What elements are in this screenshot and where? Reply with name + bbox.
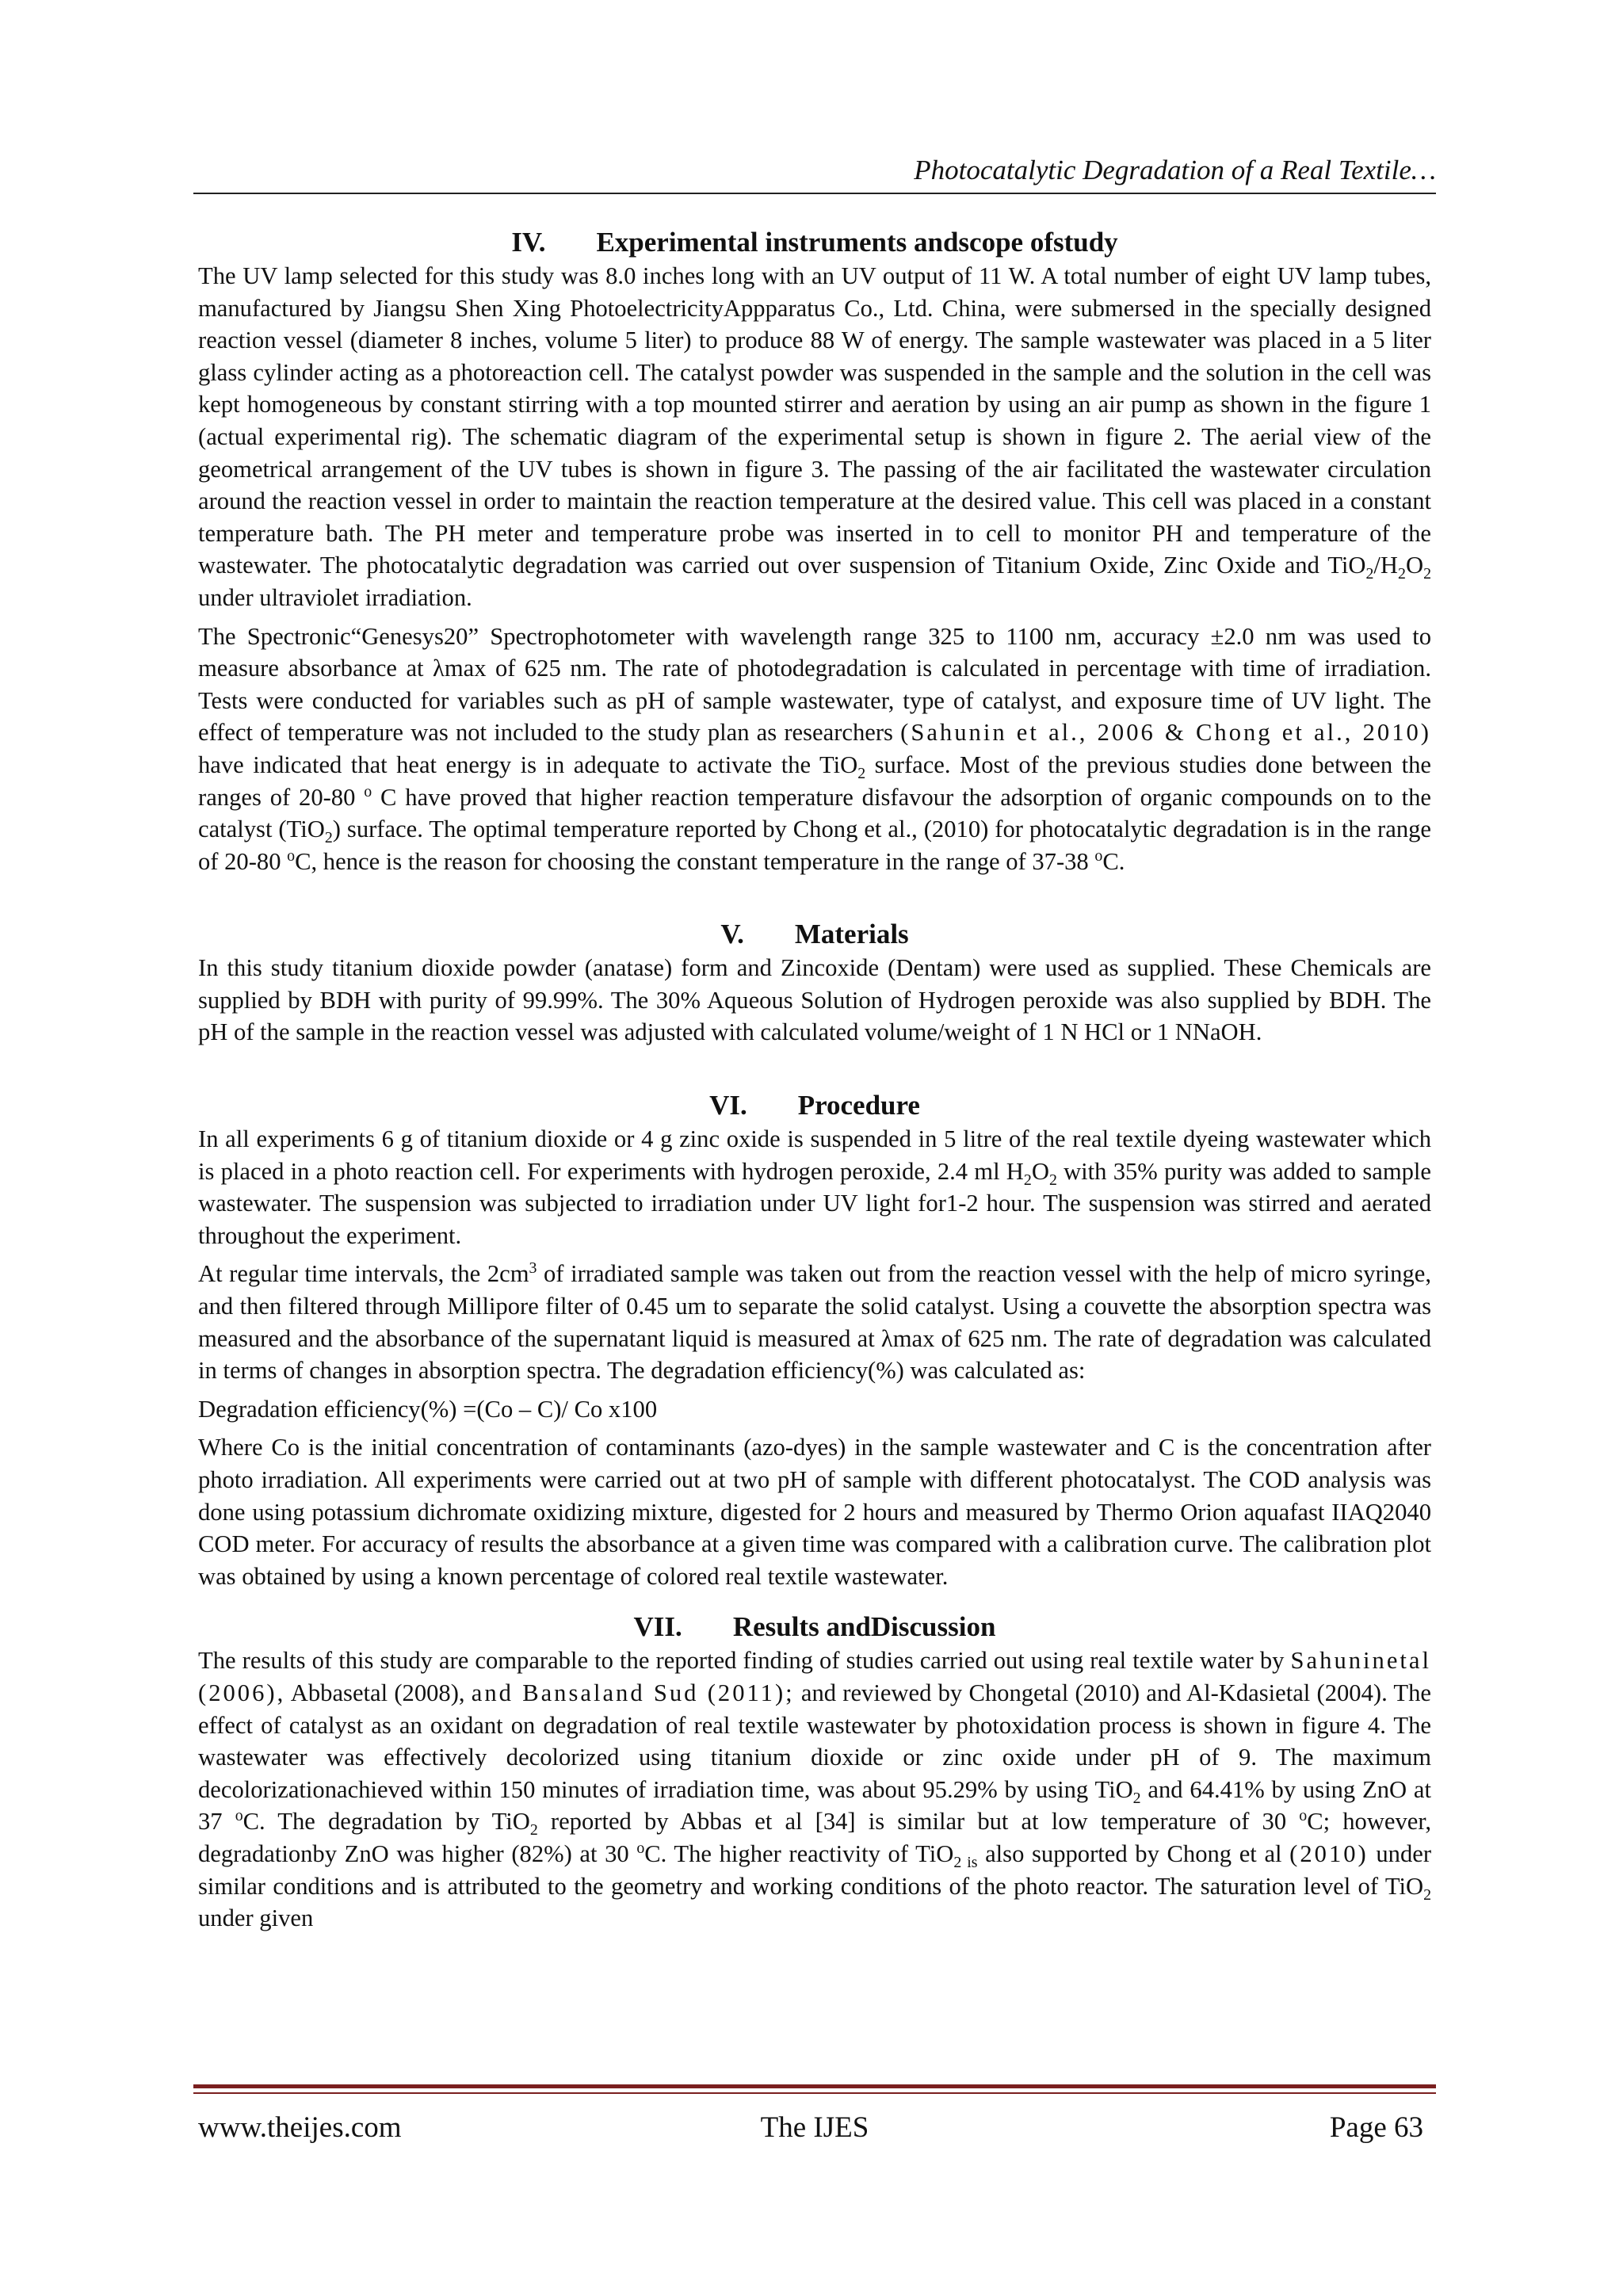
section-number: VI. <box>709 1090 747 1121</box>
paragraph: The results of this study are comparable to the reported finding of studies carried out using real textile water by Sahuninetal (2006), Abbasetal (2008), and Bansaland Sud (2011); and reviewed by Chongetal (2010) and Al-Kdasietal (2004). The effect of catalyst as an oxidant on degradation of real textile wastewater by photoxidation process is shown in figure 4. The wastewater was effectively decolorized using titanium dioxide or zinc oxide under pH of 9. The maximum decolorizationachieved within 150 minutes of irradiation time, was about 95.29% by using TiO$_2$ and 64.41% by using ZnO at 37 $^o$C. The degradation by TiO$_2$ reported by Abbas et al [34] is similar but at low temperature of 30 $^o$C; however, degradationby ZnO was higher (82%) at 30 $^o$C. The higher reactivity of TiO$_{2 is}$ also supported by Chong et al (2010) under similar conditions and is attributed to the geometry and working conditions of the photo reactor. The saturation level of TiO$_2$ under given <box>198 1647 1432 1932</box>
paragraph: In this study titanium dioxide powder (anatase) form and Zincoxide (Dentam) were used as supplied. These Chemicals are supplied by BDH with purity of 99.99%. The 30% Aqueous Solution of Hydrogen peroxide was also supplied by BDH. The pH of the sample in the reaction vessel was adjusted with calculated volume/weight of 1 N HCl or 1 NNaOH. <box>198 954 1431 1046</box>
running-title: Photocatalytic Degradation of a Real Textile… <box>914 155 1436 185</box>
page-content <box>198 225 1431 1935</box>
footer-journal: The IJES <box>760 2111 869 2144</box>
footer-rule <box>193 2092 1436 2094</box>
section-title: Experimental instruments andscope ofstudy <box>596 227 1118 258</box>
citation: Sahuninetal (2006), <box>198 1647 1431 1706</box>
paragraph: In all experiments 6 g of titanium dioxide or 4 g zinc oxide is suspended in 5 litre of the real textile dyeing wastewater which is placed in a photo reaction cell. For experiments with hydrogen peroxide, 2.4 ml $H_2O_2$ with 35% purity was added to sample wastewater. The suspension was subjected to irradiation under UV light for1-2 hour. The suspension was stirred and aerated throughout the experiment. <box>198 1125 1431 1249</box>
citation: (Sahunin et al., 2006 & Chong et al., 2010) <box>900 719 1431 747</box>
paragraph: The Spectronic“Genesys20” Spectrophotometer with wavelength range 325 to 1100 nm, accuracy ±2.0 nm was used to measure absorbance at λmax of 625 nm. The rate of photodegradation is calculated in percentage with time of irradiation. Tests were conducted for variables such as pH of sample wastewater, type of catalyst, and exposure time of UV light. The effect of temperature was not included to the study plan as researchers (Sahunin et al., 2006 & Chong et al., 2010) have indicated that heat energy is in adequate to activate the TiO$_2$ surface. Most of the previous studies done between the ranges of 20-80 $^o$ C have proved that higher reaction temperature disfavour the adsorption of organic compounds on to the catalyst (TiO$_2$) surface. The optimal temperature reported by Chong et al., (2010) for photocatalytic degradation is in the range of 20-80 $^o$C, hence is the reason for choosing the constant temperature in the range of 37-38 $^o$C. <box>198 622 1432 875</box>
citation: (2010) <box>1289 1839 1369 1867</box>
footer-website: www.theijes.com <box>198 2111 402 2144</box>
section-heading-iv <box>198 225 1431 260</box>
section-heading-vi <box>198 1088 1431 1123</box>
section-title: Procedure <box>797 1090 920 1121</box>
paragraph: Where Co is the initial concentration of contaminants (azo-dyes) in the sample wastewater and C is the concentration after photo irradiation. All experiments were carried out at two pH of sample with different photocatalyst. The COD analysis was done using potassium dichromate oxidizing mixture, digested for 2 hours and measured by Thermo Orion aquafast IIAQ2040 COD meter. For accuracy of results the absorbance at a given time was compared with a calibration curve. The calibration plot was obtained by using a known percentage of colored real textile wastewater. <box>198 1434 1431 1590</box>
citation: and Bansaland Sud (2011); <box>471 1679 795 1706</box>
paragraph: At regular time intervals, the $2cm^3$ of irradiated sample was taken out from the reaction vessel with the help of micro syringe, and then filtered through Millipore filter of 0.45 um to separate the solid catalyst. Using a couvette the absorption spectra was measured and the absorbance of the supernatant liquid is measured at λmax of 625 nm. The rate of degradation was calculated in terms of changes in absorption spectra. The degradation efficiency(%) was calculated as: <box>198 1259 1431 1385</box>
footer-rule <box>193 2084 1436 2088</box>
section-number: IV. <box>511 227 546 258</box>
section-title: Materials <box>794 919 909 950</box>
section-heading-vii <box>198 1610 1431 1645</box>
section-title: Results andDiscussion <box>732 1611 996 1643</box>
section-heading-v <box>198 917 1431 952</box>
equation-line: Degradation efficiency(%) =(Co – C)/ Co x100 <box>198 1395 658 1423</box>
footer-page-number: Page 63 <box>1329 2111 1423 2144</box>
section-number: VII. <box>633 1611 682 1643</box>
header-rule <box>193 193 1436 194</box>
paragraph: The UV lamp selected for this study was 8.0 inches long with an UV output of 11 W. A total number of eight UV lamp tubes, manufactured by Jiangsu Shen Xing PhotoelectricityAppparatus Co., Ltd. China, were submersed in the specially designed reaction vessel (diameter 8 inches, volume 5 liter) to produce 88 W of energy. The sample wastewater was placed in a 5 liter glass cylinder acting as a photoreaction cell. The catalyst powder was suspended in the sample and the solution in the cell was kept homogeneous by constant stirring with a top mounted stirrer and aeration by using an air pump as shown in the figure 1 (actual experimental rig). The schematic diagram of the experimental setup is shown in figure 2. The aerial view of the geometrical arrangement of the UV tubes is shown in figure 3. The passing of the air facilitated the wastewater circulation around the reaction vessel in order to maintain the reaction temperature at the desired value. This cell was placed in a constant temperature bath. The PH meter and temperature probe was inserted in to cell to monitor PH and temperature of the wastewater. The photocatalytic degradation was carried out over suspension of Titanium Oxide, Zinc Oxide and $TiO_2/H_2O_2$ under ultraviolet irradiation. <box>198 262 1431 611</box>
section-number: V. <box>720 919 744 950</box>
